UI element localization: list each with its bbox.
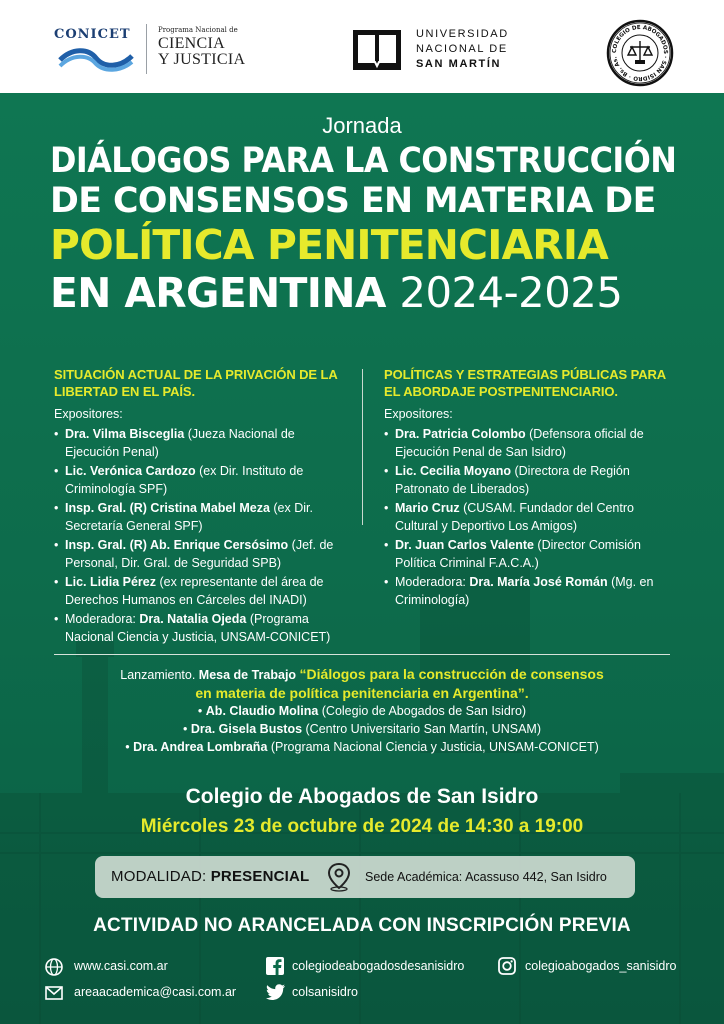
bar-association-seal bbox=[606, 19, 674, 87]
speaker-item: • Lic. Verónica Cardozo (ex Dir. Instituto de Criminología SPF) bbox=[54, 462, 346, 499]
instagram-icon bbox=[498, 957, 516, 975]
location-pin-icon bbox=[326, 862, 352, 892]
speaker-item: • Insp. Gral. (R) Cristina Mabel Meza (ex Dir. Secretaría General SPF) bbox=[54, 499, 346, 536]
moderator-item: • Moderadora: Dra. Natalia Ojeda (Programa Nacional Ciencia y Justicia, UNSAM-CONICET) bbox=[54, 610, 346, 647]
conicet-logo: CONICET bbox=[54, 22, 136, 74]
venue-address: Sede Académica: Acassuso 442, San Isidro bbox=[365, 870, 607, 884]
event-datetime: Miércoles 23 de octubre de 2024 de 14:30 a 19:00 bbox=[140, 816, 584, 837]
globe-icon bbox=[44, 957, 64, 977]
venue-name: Colegio de Abogados de San Isidro bbox=[185, 785, 539, 808]
speaker-list bbox=[384, 425, 680, 610]
program-logo: Programa Nacional de CIENCIA Y JUSTICIA bbox=[158, 26, 246, 68]
panel-right bbox=[384, 366, 680, 610]
divider-line bbox=[54, 654, 670, 655]
event-years: 2024-2025 bbox=[399, 268, 623, 317]
panel-left-heading: SITUACIÓN ACTUAL DE LA PRIVACIÓN DE LA LIBERTAD EN EL PAÍS. bbox=[54, 367, 338, 399]
speakers-label: Expositores: bbox=[384, 407, 453, 421]
speaker-item: • Insp. Gral. (R) Ab. Enrique Cersósimo (Jef. de Personal, Dir. Gral. de Seguridad SPB) bbox=[54, 536, 346, 573]
panel-left bbox=[54, 366, 346, 647]
speaker-item: • Lic. Cecilia Moyano (Directora de Región Patronato de Liberados) bbox=[384, 462, 680, 499]
twitter-icon bbox=[266, 983, 286, 1001]
speaker-item: • Dr. Juan Carlos Valente (Director Comisión Política Criminal F.A.C.A.) bbox=[384, 536, 680, 573]
facebook-icon bbox=[266, 957, 284, 975]
mail-icon bbox=[44, 983, 64, 1003]
registration-notice: ACTIVIDAD NO ARANCELADA CON INSCRIPCIÓN PREVIA bbox=[93, 915, 631, 936]
participant-item: • Ab. Claudio Molina (Colegio de Abogados de San Isidro) bbox=[197, 704, 527, 718]
svg-text:COLEGIO DE ABOGADOS · SAN ISID: COLEGIO DE ABOGADOS · SAN ISIDRO · Bs. As. bbox=[611, 24, 669, 82]
launch-participants bbox=[0, 702, 724, 756]
modality-box: MODALIDAD: PRESENCIAL Sede Académica: Acassuso 442, San Isidro bbox=[95, 856, 635, 898]
university-logo-text: UNIVERSIDAD NACIONAL DE SAN MARTÍN bbox=[416, 28, 509, 70]
event-poster: Jornada DIÁLOGOS PARA LA CONSTRUCCIÓN DE CONSENSOS EN MATERIA DE POLÍTICA PENITENCIARIA EN ARGENTINA 2024-2025 SITUACIÓN ACTUAL DE LA PRIVACIÓN DE LA LIBERTAD EN EL PAÍS. Expositores: • Dra. Vilma Bisceglia (Jueza Nacional de Ejecución Penal) • Lic. Verónica Cardozo (ex Dir. Instituto de Criminología SPF) • Insp. Gral. (R) Cristina Mabel Meza (ex Dir. Secretaría General SPF) • Insp. Gral. (R) Ab. Enrique Cersósimo (Jef. de Personal, Dir. Gral. de Seguridad SPB) • Lic. Lidia Pérez (ex representante del área de Derechos Humanos en Cárceles del INADI) • Moderadora: Dra. Natalia Ojeda (Programa Nacional Ciencia y Justicia, UNSAM-CONICET) POLÍTICAS Y ESTRATEGIAS PÚBLICAS PARA EL ABORDAJE POSTPENITENCIARIO. Expositores: • Dra. Patricia Colombo (Defensora oficial de Ejecución Penal de San Isidro) • Lic. Cecilia Moyano (Directora de Región Patronato de Liberados) • Mario Cruz (CUSAM. Fundador del Centro Cultural y Deportivo Los Amigos) • Dr. Juan Carlos Valente (Director Comisión Política Criminal F.A.C.A.) • Moderadora: Dra. María José Román (Mg. en Criminología) Lanzamiento. Mesa de Trabajo “Diálogos para la construcción de consensos en materia de política penitenciaria en Argentina”. • Ab. Claudio Molina (Colegio de Abogados de San Isidro) • Dra. Gisela Bustos (Centro Universitario San Martín, UNSAM) • Dra. Andrea Lombraña (Programa Nacional Ciencia y Justicia, UNSAM-CONICET) Colegio de Abogados de San Isidro Miércoles 23 de octubre de 2024 de 14:30 a 19:00 MODALIDAD: PRESENCIAL Sede Académica: Acassuso 442, San Isidro ACTIVIDAD NO ARANCELADA CON INSCRIPCIÓN PREVIA www.casi.com.ar areaacademica@casi.com.ar colegiodeabogadosdesanisidro colsanisidro colegioabogados_sanisidro bbox=[0, 93, 724, 1024]
event-title: DIÁLOGOS PARA LA CONSTRUCCIÓN DE CONSENSOS EN MATERIA DE POLÍTICA PENITENCIARIA EN ARGENTINA 2024-2025 bbox=[50, 141, 677, 317]
speaker-list bbox=[54, 425, 346, 647]
speakers-label: Expositores: bbox=[54, 407, 123, 421]
launch-section: Lanzamiento. Mesa de Trabajo “Diálogos para la construcción de consensos en materia de política penitenciaria en Argentina”. • Ab. Claudio Molina (Colegio de Abogados de San Isidro) • Dra. Gisela Bustos (Centro Universitario San Martín, UNSAM) • Dra. Andrea Lombraña (Programa Nacional Ciencia y Justicia, UNSAM-CONICET) bbox=[0, 665, 724, 756]
speaker-item: • Dra. Patricia Colombo (Defensora oficial de Ejecución Penal de San Isidro) bbox=[384, 425, 680, 462]
participant-item: • Dra. Andrea Lombraña (Programa Nacional Ciencia y Justicia, UNSAM-CONICET) bbox=[125, 740, 599, 754]
event-kicker: Jornada bbox=[322, 113, 402, 138]
moderator-item: • Moderadora: Dra. María José Román (Mg. en Criminología) bbox=[384, 573, 680, 610]
speaker-item: • Lic. Lidia Pérez (ex representante del área de Derechos Humanos en Cárceles del INADI) bbox=[54, 573, 346, 610]
participant-item: • Dra. Gisela Bustos (Centro Universitario San Martín, UNSAM) bbox=[183, 722, 541, 736]
column-divider bbox=[362, 369, 363, 525]
book-icon bbox=[352, 29, 402, 71]
header-separator bbox=[146, 24, 147, 74]
speaker-item: • Dra. Vilma Bisceglia (Jueza Nacional de Ejecución Penal) bbox=[54, 425, 346, 462]
conicet-waves-icon bbox=[58, 46, 134, 72]
logo-header bbox=[0, 0, 724, 93]
speaker-item: • Mario Cruz (CUSAM. Fundador del Centro Cultural y Deportivo Los Amigos) bbox=[384, 499, 680, 536]
panel-right-heading: POLÍTICAS Y ESTRATEGIAS PÚBLICAS PARA EL ABORDAJE POSTPENITENCIARIO. bbox=[384, 367, 666, 399]
